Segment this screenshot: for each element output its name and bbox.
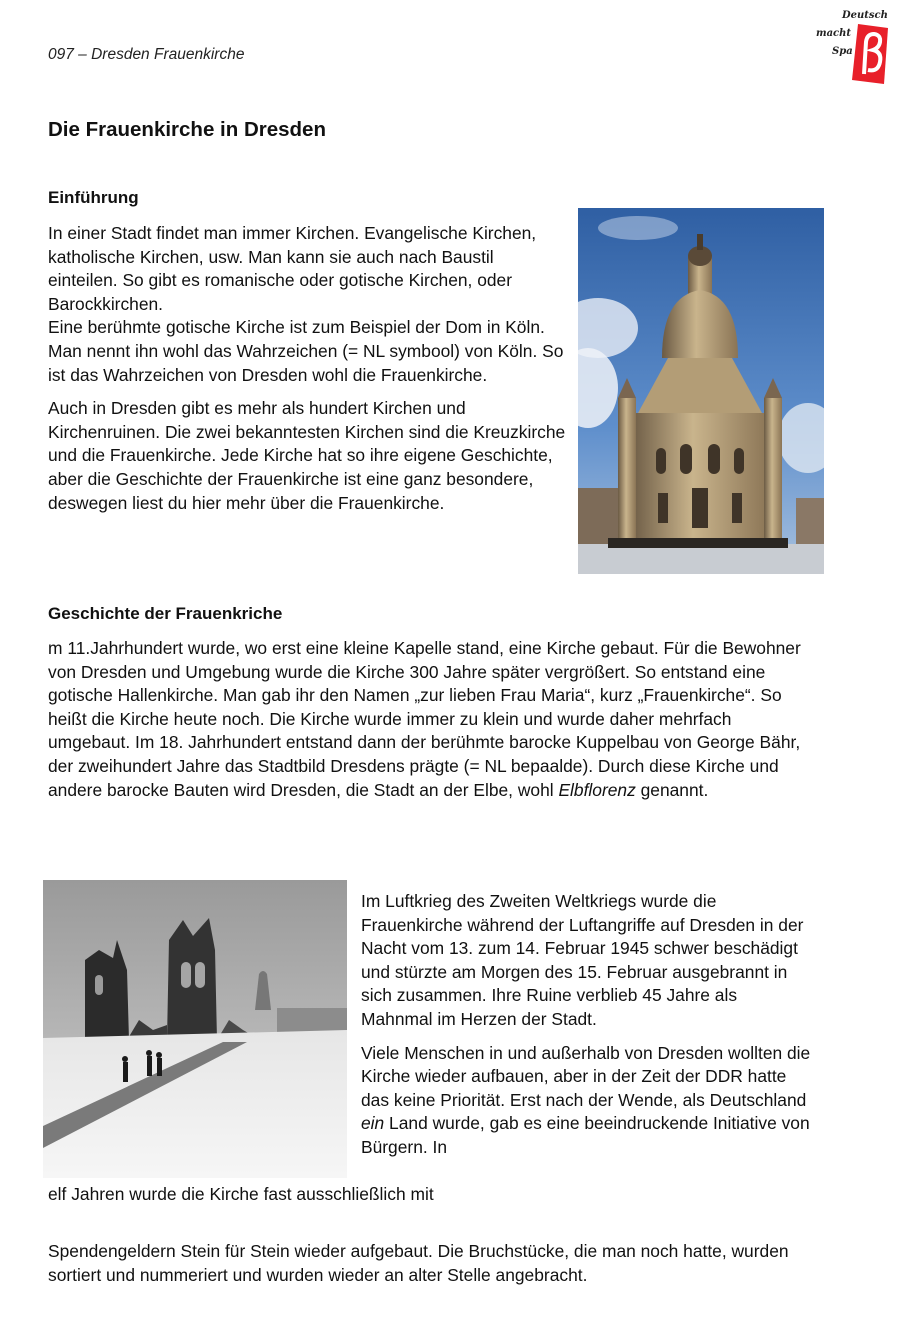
page-header: 097 – Dresden Frauenkirche	[48, 46, 245, 63]
section-heading-history: Geschichte der Frauenkriche	[48, 604, 283, 623]
history-text	[48, 637, 818, 802]
logo	[812, 8, 892, 88]
page-title: Die Frauenkirche in Dresden	[48, 118, 326, 141]
logo-text-line2: macht	[816, 28, 852, 39]
history-paragraph: elf Jahren wurde die Kirche fast ausschließlich mit	[48, 1184, 434, 1204]
history-text-right	[361, 890, 811, 1160]
logo-text-line1: Deutsch	[842, 10, 888, 21]
logo-mark-icon	[852, 24, 888, 84]
logo-text-line3: Spa	[832, 46, 853, 57]
section-heading-intro: Einführung	[48, 188, 139, 207]
history-paragraph: Spendengeldern Stein für Stein wieder aufgebaut. Die Bruchstücke, die man noch hatte, wurden sortiert und nummeriert und wurden wieder an alter Stelle angebracht.	[48, 1241, 789, 1285]
history-paragraph: Im Luftkrieg des Zweiten Weltkriegs wurde die Frauenkirche während der Luftangriffe auf Dresden in der Nacht vom 13. zum 14. Februar 1945 schwer beschädigt und stürzte am Morgen des 15. Februar ausgebrannt in sich zusammen. Ihre Ruine verblieb 45 Jahre als Mahnmal im Herzen der Stadt.	[361, 891, 804, 1029]
intro-text	[48, 222, 566, 515]
intro-paragraph: In einer Stadt findet man immer Kirchen. Evangelische Kirchen, katholische Kirchen, usw. Man kann sie auch nach Baustil einteilen. So gibt es romanische oder gotische Kirchen, oder Barockkirchen. Eine berühmte gotische Kirche ist zum Beispiel der Dom in Köln. Man nennt ihn wohl das Wahrzeichen (= NL symbool) von Köln. So ist das Wahrzeichen von Dresden wohl die Frauenkirche.	[48, 223, 564, 385]
history-paragraph: m 11.Jahrhundert wurde, wo erst eine kleine Kapelle stand, eine Kirche gebaut. Für die Bewohner von Dresden und Umgebung wurde die Kirche 300 Jahre später vergrößert. So entstand eine gotische Hallenkirche. Man gab ihr den Namen „zur lieben Frau Maria“, kurz „Frauenkirche“. So heißt die Kirche heute noch. Die Kirche wurde immer zu klein und wurde daher mehrfach umgebaut. Im 18. Jahrhundert entstand dann der berühmte barocke Kuppelbau von George Bähr, der zweihundert Jahre das Stadtbild Dresdens prägte (= NL bepaalde). Durch diese Kirche und andere barocke Bauten wird Dresden, die Stadt an der Elbe, wohl Elbflorenz genannt.	[48, 638, 801, 800]
intro-paragraph: Auch in Dresden gibt es mehr als hundert Kirchen und Kirchenruinen. Die zwei bekanntesten Kirchen sind die Kreuzkirche und die Frauenkirche. Jede Kirche hat so ihre eigene Geschichte, aber die Geschichte der Frauenkirche ist eine ganz besondere, deswegen liest du hier mehr über die Frauenkirche.	[48, 398, 566, 513]
frauenkirche-photo	[578, 208, 824, 574]
ruin-photo	[43, 880, 347, 1178]
history-paragraph: Viele Menschen in und außerhalb von Dresden wollten die Kirche wieder aufbauen, aber in der Zeit der DDR hatte das keine Priorität. Erst nach der Wende, als Deutschland ein Land wurde, gab es eine beeindruckende Initiative von Bürgern. In	[361, 1042, 811, 1157]
